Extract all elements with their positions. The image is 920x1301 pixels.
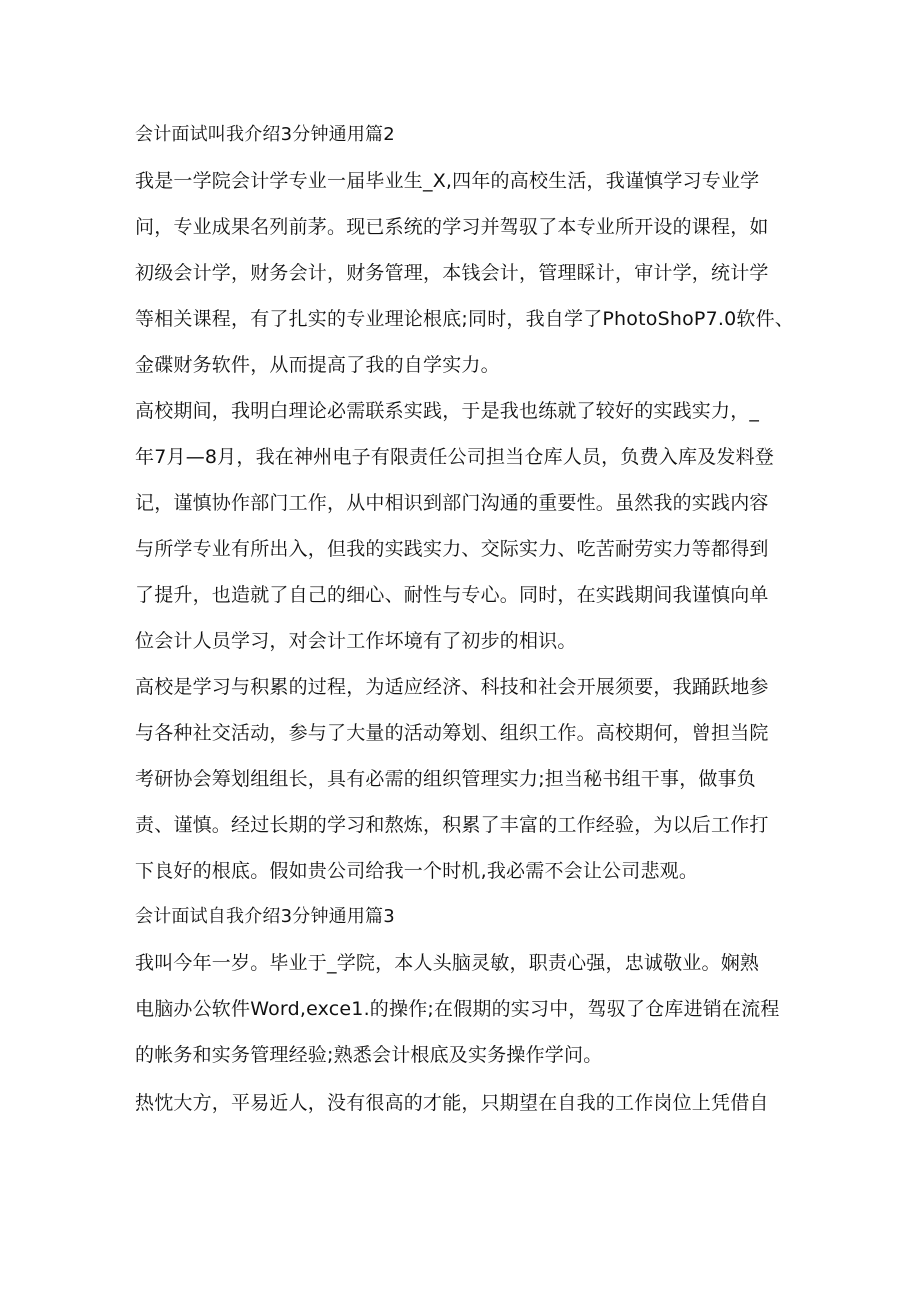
paragraph-2 (135, 388, 795, 664)
text-line: 我叫今年一岁。毕业于_学院，本人头脑灵敏，职责心强，忠诚敬业。娴熟 (135, 952, 760, 974)
text-line: 电脑办公软件Word,exce1.的操作;在假期的实习中，驾驭了仓库进销在流程 (135, 998, 780, 1020)
document-body (135, 112, 795, 1126)
paragraph-1 (135, 158, 795, 388)
paragraph-3 (135, 664, 795, 894)
paragraph-4 (135, 940, 795, 1078)
text-line: 高校期间，我明白理论必需联系实践，于是我也练就了较好的实践实力，_ (135, 400, 760, 422)
text-line: 问，专业成果名列前茅。现已系统的学习并驾驭了本专业所开设的课程，如 (135, 216, 769, 238)
paragraph-5 (135, 1080, 795, 1126)
text-line: 与所学专业有所出入，但我的实践实力、交际实力、吃苦耐劳实力等都得到 (135, 538, 769, 560)
text-line: 我是一学院会计学专业一届毕业生_X,四年的高校生活，我谨慎学习专业学 (135, 170, 760, 192)
text-line: 初级会计学，财务会计，财务管理，本钱会计，管理睬计，审计学，统计学 (135, 262, 769, 284)
text-line: 与各种社交活动，参与了大量的活动筹划、组织工作。高校期何，曾担当院 (135, 722, 769, 744)
text-line: 位会计人员学习，对会计工作坏境有了初步的相识。 (135, 630, 577, 652)
text-line: 记，谨慎协作部门工作，从中相识到部门沟通的重要性。虽然我的实践内容 (135, 492, 769, 514)
text-line: 年7月—8月，我在神州电子有限责任公司担当仓库人员，负费入库及发料登 (135, 446, 774, 468)
text-line: 的帐务和实务管理经验;熟悉会计根底及实务操作学问。 (135, 1044, 603, 1066)
text-line: 等相关课程，有了扎实的专业理论根底;同时，我自学了PhotoShoP7.0软件、 (135, 308, 795, 330)
text-line: 金碟财务软件，从而提高了我的自学实力。 (135, 354, 500, 376)
text-line: 下良好的根底。假如贵公司给我一个时机,我必需不会让公司悲观。 (135, 860, 699, 882)
text-line: 责、谨慎。经过长期的学习和熬炼，积累了丰富的工作经验，为以后工作打 (135, 814, 769, 836)
section-heading-2: 会计面试叫我介绍3分钟通用篇2 (135, 124, 395, 145)
text-line: 考研协会筹划组组长，具有必需的组织管理实力;担当秘书组干事，做事负 (135, 768, 757, 790)
text-line: 热忱大方，平易近人，没有很高的才能，只期望在自我的工作岗位上凭借自 (135, 1092, 769, 1114)
text-line: 高校是学习与积累的过程，为适应经济、科技和社会开展须要，我踊跃地参 (135, 676, 769, 698)
section-heading-3: 会计面试自我介绍3分钟通用篇3 (135, 906, 395, 927)
text-line: 了提升，也造就了自己的细心、耐性与专心。同时，在实践期间我谨慎向单 (135, 584, 769, 606)
